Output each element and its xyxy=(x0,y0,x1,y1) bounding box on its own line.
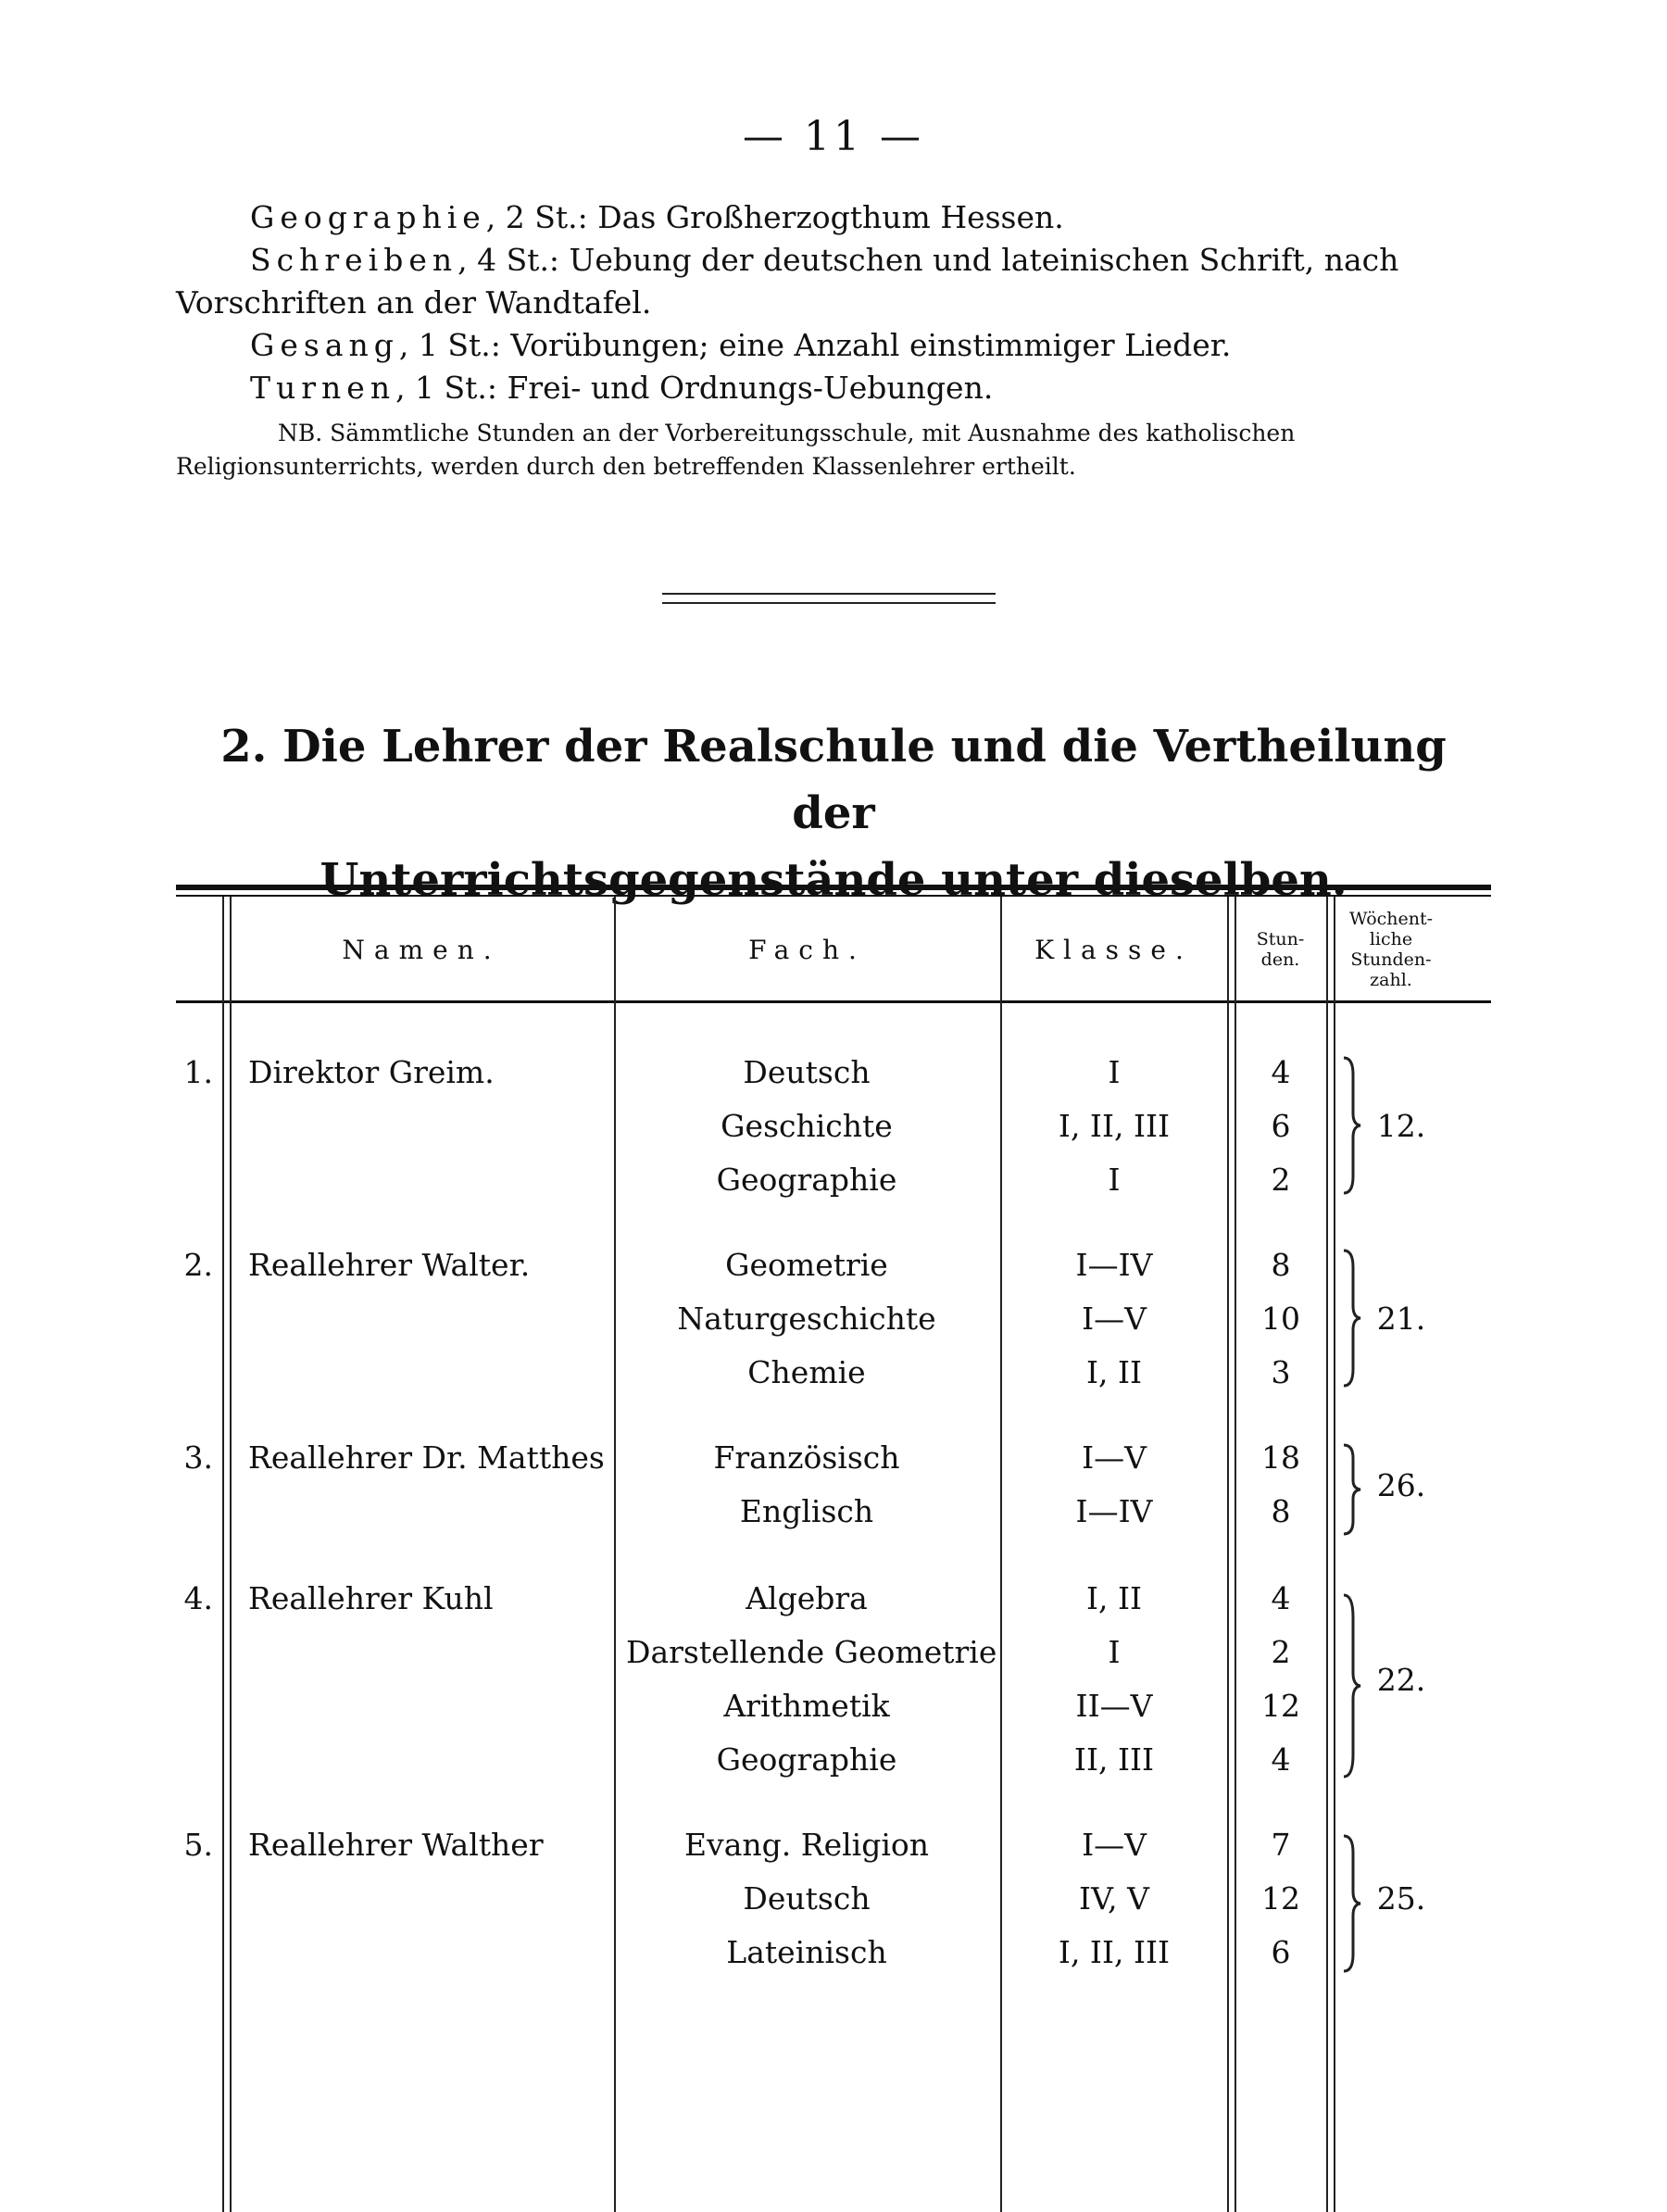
footnote xyxy=(176,417,1491,484)
hours: 6 xyxy=(1271,1108,1291,1144)
header-stunden: Stun- den. xyxy=(1256,929,1305,970)
page-number: — 11 — xyxy=(743,113,924,160)
weekly-total: 26. xyxy=(1376,1467,1426,1503)
row-number: 1. xyxy=(183,1054,213,1090)
hours: 8 xyxy=(1271,1247,1291,1283)
table-top-rule-thin xyxy=(176,895,1491,897)
hours: 3 xyxy=(1271,1354,1291,1390)
column-divider xyxy=(1326,897,1328,2212)
header-klasse: Klasse. xyxy=(1034,934,1193,965)
footnote-line-2: Religionsunterrichts, werden durch den betreffenden Klassenlehrer ertheilt. xyxy=(176,453,1076,480)
hours: 12 xyxy=(1261,1688,1300,1724)
column-divider xyxy=(230,897,232,2212)
column-divider xyxy=(1235,897,1236,2212)
column-divider xyxy=(614,897,616,2212)
subject: Geschichte xyxy=(721,1108,893,1144)
weekly-total: 25. xyxy=(1376,1880,1426,1917)
hours: 18 xyxy=(1261,1439,1300,1476)
class: IV, V xyxy=(1079,1880,1149,1917)
row-number: 5. xyxy=(183,1827,213,1863)
intro-subject: Schreiben xyxy=(250,242,458,278)
subject: Chemie xyxy=(747,1354,866,1390)
subject: Arithmetik xyxy=(723,1688,890,1724)
header-woechentlich-l2: liche xyxy=(1369,929,1413,949)
class: I—V xyxy=(1082,1301,1147,1337)
weekly-total: 21. xyxy=(1376,1301,1426,1337)
table-top-rule xyxy=(176,885,1491,890)
weekly-total: 22. xyxy=(1376,1662,1426,1698)
class: I—IV xyxy=(1075,1247,1153,1283)
class: I—V xyxy=(1082,1827,1147,1863)
header-woechentliche-stundenzahl xyxy=(1335,903,1447,996)
subject: Lateinisch xyxy=(726,1934,887,1970)
column-divider xyxy=(1334,897,1335,2212)
hours: 8 xyxy=(1271,1493,1291,1529)
teacher-name: Reallehrer Kuhl xyxy=(248,1580,494,1616)
weekly-total: 12. xyxy=(1376,1108,1426,1144)
subject: Deutsch xyxy=(743,1054,871,1090)
intro-line xyxy=(176,196,1491,239)
class: I, II, III xyxy=(1058,1108,1171,1144)
header-woechentlich-l4: zahl. xyxy=(1370,970,1412,990)
class: I—V xyxy=(1082,1439,1147,1476)
column-divider xyxy=(222,897,224,2212)
teacher-name: Direktor Greim. xyxy=(248,1054,495,1090)
intro-subject: Turnen xyxy=(250,370,396,406)
teacher-name: Reallehrer Dr. Matthes xyxy=(248,1439,605,1476)
header-fach: Fach. xyxy=(748,934,866,965)
header-namen: Namen. xyxy=(342,934,501,965)
subject: Geographie xyxy=(716,1741,897,1778)
intro-text: , 4 St.: Uebung der deutschen und lateinischen Schrift, nach xyxy=(457,242,1399,278)
subject: Deutsch xyxy=(743,1880,871,1917)
subject: Geographie xyxy=(716,1162,897,1198)
subject: Naturgeschichte xyxy=(677,1301,936,1337)
hours: 7 xyxy=(1271,1827,1291,1863)
hours: 2 xyxy=(1271,1634,1291,1670)
class: I xyxy=(1108,1054,1121,1090)
double-rule-divider xyxy=(662,593,996,604)
section-heading xyxy=(176,713,1491,913)
intro-text: , 2 St.: Das Großherzogthum Hessen. xyxy=(485,199,1064,235)
intro-text: , 1 St.: Vorübungen; eine Anzahl einstimmiger Lieder. xyxy=(398,327,1232,363)
header-woechentlich-l3: Stunden- xyxy=(1350,949,1432,970)
intro-text: , 1 St.: Frei- und Ordnungs-Uebungen. xyxy=(395,370,994,406)
hours: 4 xyxy=(1271,1741,1291,1778)
subject: Französisch xyxy=(713,1439,900,1476)
intro-subject: Gesang xyxy=(250,327,399,363)
hours: 4 xyxy=(1271,1580,1291,1616)
class: I—IV xyxy=(1075,1493,1153,1529)
subject: Evang. Religion xyxy=(683,1827,930,1863)
intro-line xyxy=(176,239,1491,282)
column-divider xyxy=(1000,897,1002,2212)
row-number: 4. xyxy=(183,1580,213,1616)
class: I, II, III xyxy=(1058,1934,1171,1970)
header-woechentlich-l1: Wöchent- xyxy=(1348,909,1434,929)
subject: Geometrie xyxy=(725,1247,888,1283)
hours: 12 xyxy=(1261,1880,1300,1917)
column-divider xyxy=(1227,897,1229,2212)
subject: Algebra xyxy=(746,1580,868,1616)
teacher-name: Reallehrer Walther xyxy=(248,1827,544,1863)
heading-line-1: 2. Die Lehrer der Realschule und die Vertheilung der xyxy=(220,721,1447,839)
class: II—V xyxy=(1075,1688,1153,1724)
class: I xyxy=(1108,1162,1121,1198)
teacher-name: Reallehrer Walter. xyxy=(248,1247,531,1283)
subject: Englisch xyxy=(739,1493,874,1529)
heading-line-2: Unterrichtsgegenstände unter dieselben. xyxy=(320,854,1347,906)
hours: 2 xyxy=(1271,1162,1291,1198)
row-number: 3. xyxy=(183,1439,213,1476)
hours: 10 xyxy=(1261,1301,1300,1337)
class: I, II xyxy=(1085,1354,1143,1390)
table-header-rule xyxy=(176,1000,1491,1003)
intro-text: Vorschriften an der Wandtafel. xyxy=(176,284,652,320)
class: I, II xyxy=(1085,1580,1143,1616)
subject: Darstellende Geometrie xyxy=(626,1634,997,1670)
footnote-line-1: NB. Sämmtliche Stunden an der Vorbereitungsschule, mit Ausnahme des katholischen xyxy=(278,420,1296,446)
intro-line xyxy=(176,324,1491,367)
row-number: 2. xyxy=(183,1247,213,1283)
hours: 6 xyxy=(1271,1934,1291,1970)
intro-line xyxy=(176,282,1491,324)
class: II, III xyxy=(1073,1741,1155,1778)
intro-line xyxy=(176,367,1491,409)
hours: 4 xyxy=(1271,1054,1291,1090)
intro-subject: Geographie xyxy=(250,199,486,235)
class: I xyxy=(1108,1634,1121,1670)
